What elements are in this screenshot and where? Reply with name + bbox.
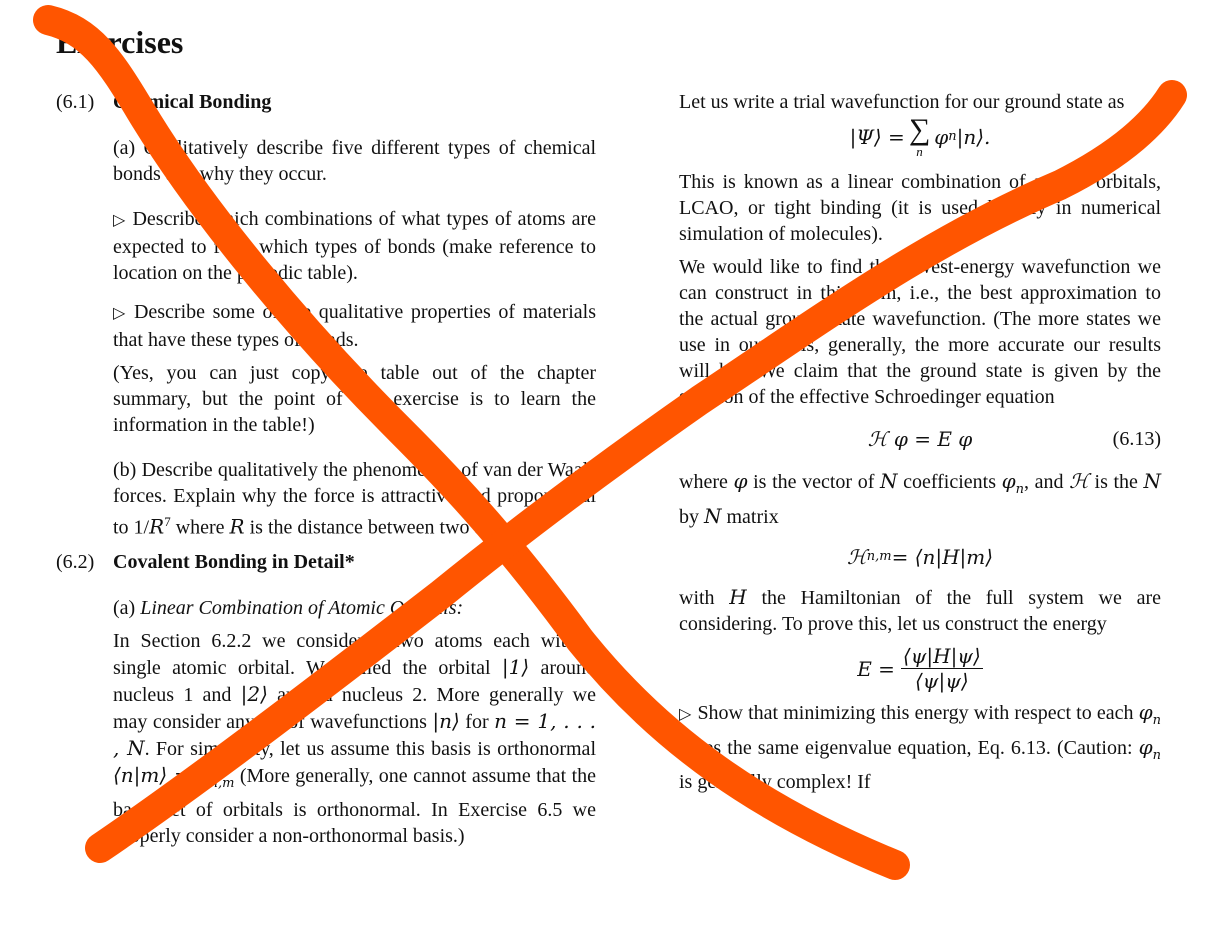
lcao-paragraph: In Section 6.2.2 we considered two atoms each with a single atomic orbital. We called the orbital |1⟩ around nucleus 1 and |2⟩ around nucleus 2. More generally we may consider any set of wavefunctions |n⟩ for n = 1, . . . , N. For simplicity, let us assume this basis is orthonormal ⟨n|m⟩ = $\delta_{n,m}$ (More generally, one cannot assume that the basis set of orbitals is orthonormal. In Exercise 6.5 we properly consider a non-orthonormal basis.) xyxy=(113,629,597,847)
lcao-description: This is known as a linear combination of atomic orbitals, LCAO, or tight binding (it is used heavily in numerical simulation of molecules). xyxy=(679,171,1161,245)
equation-number: (6.13) xyxy=(1112,428,1161,450)
exercise-6-1-body xyxy=(113,123,596,541)
right-column xyxy=(679,89,1161,802)
left-column xyxy=(56,89,596,856)
triangle-bullet-icon: ▷ xyxy=(113,305,128,322)
equation-6-13: ℋ φ = E φ (6.13) xyxy=(867,427,1161,451)
part-a-text: (a) Qualitatively describe five different types of chemical bonds and why they occur. xyxy=(113,137,597,185)
equation-matrix-element: ℋ n,m = ⟨n|H|m⟩ xyxy=(846,545,994,569)
exercise-name: Chemical Bonding xyxy=(113,91,272,113)
exercise-6-1-title xyxy=(56,89,596,115)
page-heading: Exercises xyxy=(56,24,184,60)
exercise-number: (6.2) xyxy=(56,550,95,573)
triangle-bullet-icon: ▷ xyxy=(679,706,692,723)
equation-lcao: |Ψ⟩ = ∑ n φ n |n⟩. xyxy=(849,113,991,159)
bullet-item: ▷ Describe which combinations of what types of atoms are expected to form which types of bonds (make reference to location on the periodic table). xyxy=(113,208,596,284)
vector-description: where φ is the vector of N coefficients $\varphi_n$, and ℋ is the N by N matrix xyxy=(679,469,1162,528)
part-b-text: (b) Describe qualitatively the phenomenon of van der Waals forces. Explain why the force is attractive and proportional to $1/R^7$ where R is the distance between two atoms. xyxy=(113,459,597,539)
bullet-item: ▷ Describe some of the qualitative properties of materials that have these types of bonds. xyxy=(113,301,597,351)
hamiltonian-text: with H the Hamiltonian of the full system we are considering. To prove this, let us construct the energy xyxy=(679,585,1162,635)
ground-state-claim: We would like to find the lowest-energy wavefunction we can construct in this form, i.e., the best approximation to the actual ground-state wavefunction. (The more states we use in our basis, generally, the more accurate our results will be.) We claim that the ground state is given by the solution of the effective Schroedinger equation xyxy=(679,256,1161,408)
note-text: (Yes, you can just copy the table out of the chapter summary, but the point of this exercise is to learn the information in the table!) xyxy=(113,362,596,436)
trial-wavefunction-text: Let us write a trial wavefunction for our ground state as xyxy=(679,91,1125,113)
triangle-bullet-icon: ▷ xyxy=(113,212,127,229)
exercise-number: (6.1) xyxy=(56,91,95,113)
equation-energy: E = $\frac{⟨\psi|H|\psi⟩}{⟨\psi|\psi⟩}$ xyxy=(857,644,981,693)
energy-fraction: $\frac{⟨\psi|H|\psi⟩}{⟨\psi|\psi⟩}$ xyxy=(902,644,981,693)
exercise-6-2-body xyxy=(113,583,596,849)
exercise-6-2-title xyxy=(56,549,596,575)
minimize-bullet: ▷ Show that minimizing this energy with respect to each $\varphi_n$ gives the same eigenvalue equation, Eq. 6.13. (Caution: $\varphi_n$ is generally complex! If xyxy=(679,700,1161,793)
exercise-name: Covalent Bonding in Detail* xyxy=(113,550,355,573)
sum-operator: ∑ n xyxy=(908,113,931,159)
part-a-heading: (a) Linear Combination of Atomic Orbitals: xyxy=(113,596,464,619)
